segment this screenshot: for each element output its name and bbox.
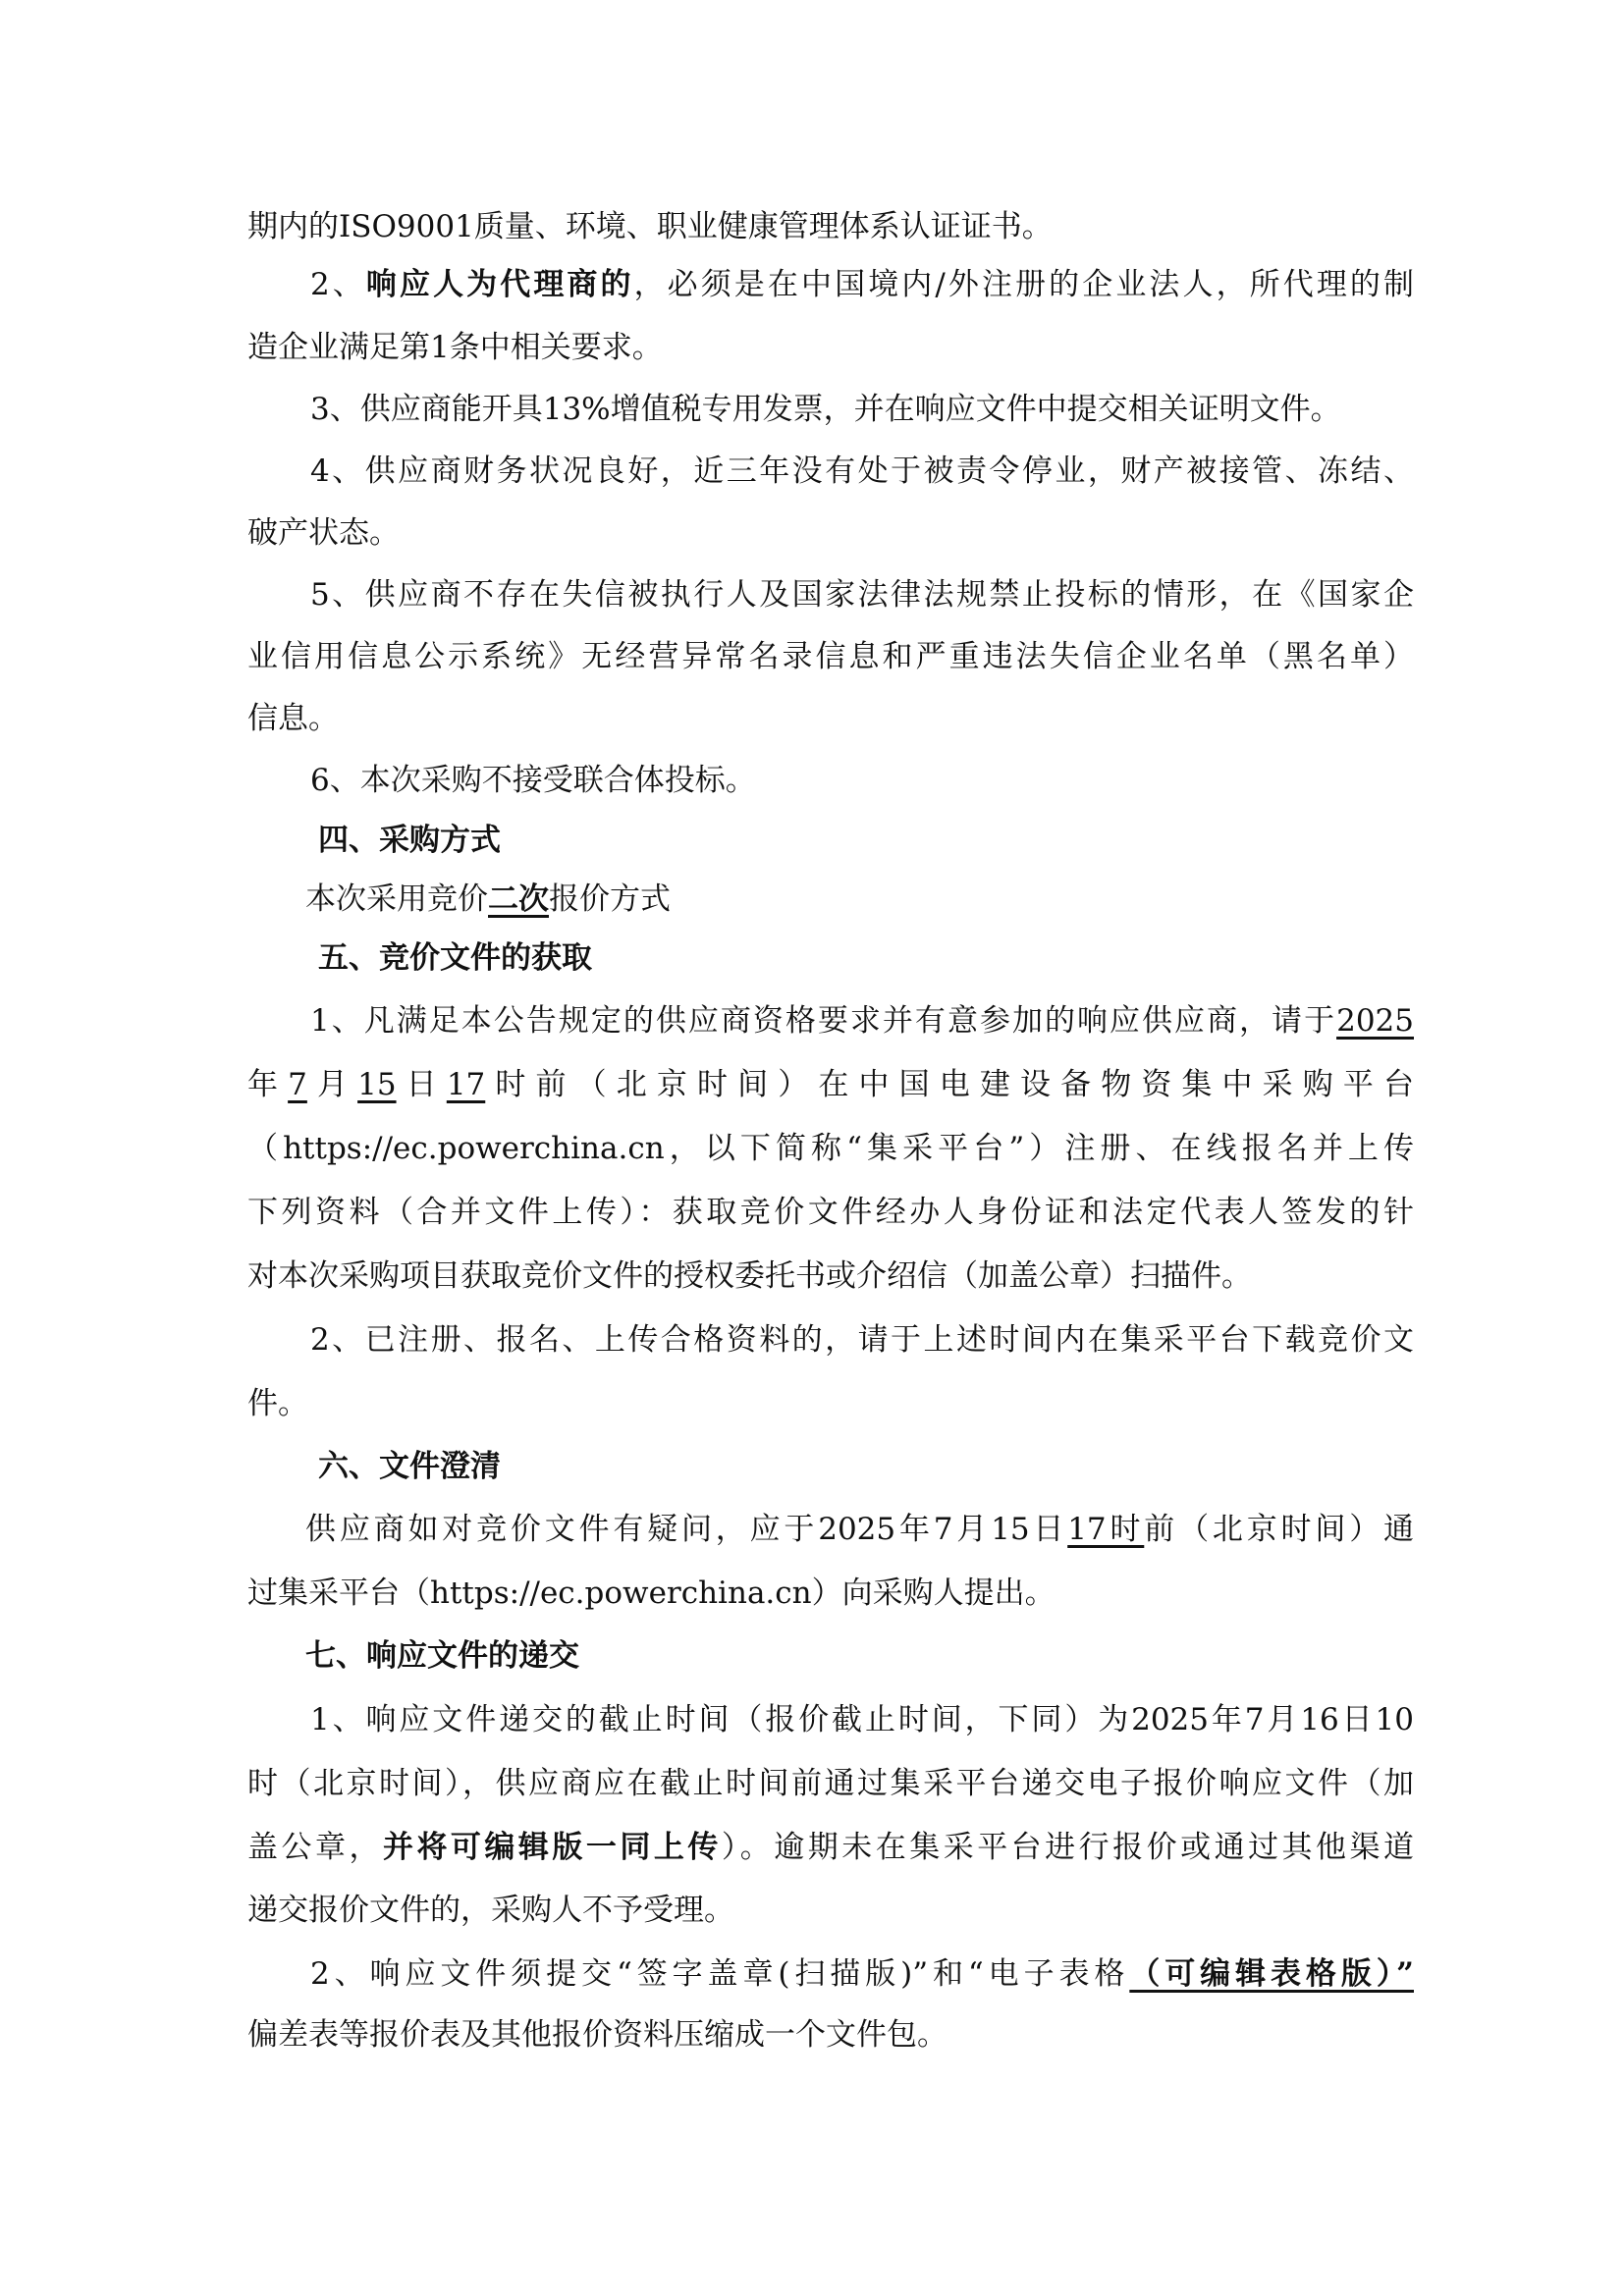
text-line: 1、凡满足本公告规定的供应商资格要求并有意参加的响应供应商，请于2025 (310, 1003, 1414, 1039)
paragraph-download-cont (0, 1380, 1624, 1427)
text-line: 2、响应文件须提交“签字盖章(扫描版)”和“电子表格（可编辑表格版）” (310, 1956, 1414, 1992)
underlined-text: 17 (446, 1067, 486, 1102)
paragraph-package (0, 1950, 1624, 1998)
paragraph-download (0, 1316, 1624, 1363)
paragraph-clarify-cont (0, 1570, 1624, 1617)
text-line: 3、供应商能开具13%增值税专用发票，并在响应文件中提交相关证明文件。 (310, 392, 1341, 427)
heading-clarification (0, 1443, 1624, 1490)
paragraph-submit-2 (0, 1760, 1624, 1807)
underlined-text: 15 (357, 1067, 397, 1102)
text-line: 供应商如对竞价文件有疑问，应于2025年7月15日17时前（北京时间）通 (305, 1512, 1415, 1547)
underlined-text: 17时 (1067, 1512, 1145, 1547)
paragraph-submit-1 (0, 1696, 1624, 1743)
text-line: 对本次采购项目获取竞价文件的授权委托书或介绍信（加盖公章）扫描件。 (247, 1258, 1252, 1294)
text-line: 1、响应文件递交的截止时间（报价截止时间，下同）为2025年7月16日10 (310, 1702, 1414, 1737)
paragraph-credit-cont (0, 633, 1624, 680)
paragraph-obtain-3 (0, 1125, 1624, 1172)
paragraph-invoice (0, 386, 1624, 433)
text-line: 信息。 (247, 701, 339, 736)
underlined-text: 7 (288, 1067, 307, 1102)
bold-text: 响应人为代理商的 (365, 267, 634, 302)
heading-procurement-method (0, 817, 1624, 864)
text-line: 破产状态。 (247, 515, 400, 551)
paragraph-obtain-1 (0, 997, 1624, 1044)
text-line: 下列资料（合并文件上传）：获取竞价文件经办人身份证和法定代表人签发的针 (247, 1195, 1414, 1230)
paragraph-iso (0, 203, 1624, 250)
text-line: 盖公章，并将可编辑版一同上传）。逾期未在集采平台进行报价或通过其他渠道 (247, 1830, 1415, 1865)
paragraph-agent (0, 261, 1624, 308)
section-heading: 四、采购方式 (318, 823, 501, 858)
paragraph-method (0, 876, 1624, 923)
paragraph-obtain-4 (0, 1189, 1624, 1236)
section-heading: 七、响应文件的递交 (305, 1638, 579, 1674)
paragraph-obtain-2 (0, 1061, 1624, 1108)
text-line: （https://ec.powerchina.cn，以下简称“集采平台”）注册、在线报名并上传 (247, 1131, 1414, 1166)
text-line: 时（北京时间），供应商应在截止时间前通过集采平台递交电子报价响应文件（加 (247, 1766, 1414, 1801)
bold-underlined-text: （可编辑表格版）” (1129, 1956, 1414, 1992)
paragraph-credit-end (0, 695, 1624, 742)
text-line: 递交报价文件的，采购人不予受理。 (247, 1893, 734, 1928)
paragraph-consortium (0, 757, 1624, 804)
text-line: 期内的ISO9001质量、环境、职业健康管理体系认证证书。 (247, 209, 1053, 244)
heading-submission (0, 1632, 1624, 1680)
text-line: 2、响应人为代理商的，必须是在中国境内/外注册的企业法人，所代理的制 (310, 267, 1414, 302)
text-line: 2、已注册、报名、上传合格资料的，请于上述时间内在集采平台下载竞价文 (310, 1322, 1414, 1358)
underlined-text: 二次 (488, 881, 549, 917)
text-line: 过集采平台（https://ec.powerchina.cn）向采购人提出。 (247, 1575, 1056, 1611)
heading-obtain-documents (0, 934, 1624, 982)
paragraph-package-cont (0, 2011, 1624, 2058)
text-line: 偏差表等报价表及其他报价资料压缩成一个文件包。 (247, 2017, 947, 2053)
paragraph-obtain-5 (0, 1253, 1624, 1300)
text-line: 6、本次采购不接受联合体投标。 (310, 763, 756, 798)
paragraph-credit (0, 571, 1624, 618)
section-heading: 六、文件澄清 (318, 1449, 501, 1484)
bold-text: 并将可编辑版一同上传 (382, 1830, 722, 1865)
paragraph-submit-3 (0, 1824, 1624, 1871)
text-line: 本次采用竞价二次报价方式 (305, 881, 671, 917)
text-line: 业信用信息公示系统》无经营异常名录信息和严重违法失信企业名单（黑名单） (247, 639, 1414, 674)
paragraph-agent-cont (0, 324, 1624, 371)
paragraph-finance-cont (0, 509, 1624, 557)
text-line: 件。 (247, 1386, 308, 1421)
text-line: 4、供应商财务状况良好，近三年没有处于被责令停业，财产被接管、冻结、 (310, 454, 1414, 489)
text-line: 5、供应商不存在失信被执行人及国家法律法规禁止投标的情形，在《国家企 (310, 577, 1414, 613)
paragraph-clarify (0, 1506, 1624, 1553)
paragraph-finance (0, 448, 1624, 495)
text-line: 年7月15日17时前（北京时间）在中国电建设备物资集中采购平台 (247, 1067, 1415, 1102)
underlined-text: 2025 (1336, 1003, 1414, 1039)
text-line: 造企业满足第1条中相关要求。 (247, 330, 663, 365)
paragraph-submit-4 (0, 1887, 1624, 1934)
section-heading: 五、竞价文件的获取 (318, 940, 592, 976)
